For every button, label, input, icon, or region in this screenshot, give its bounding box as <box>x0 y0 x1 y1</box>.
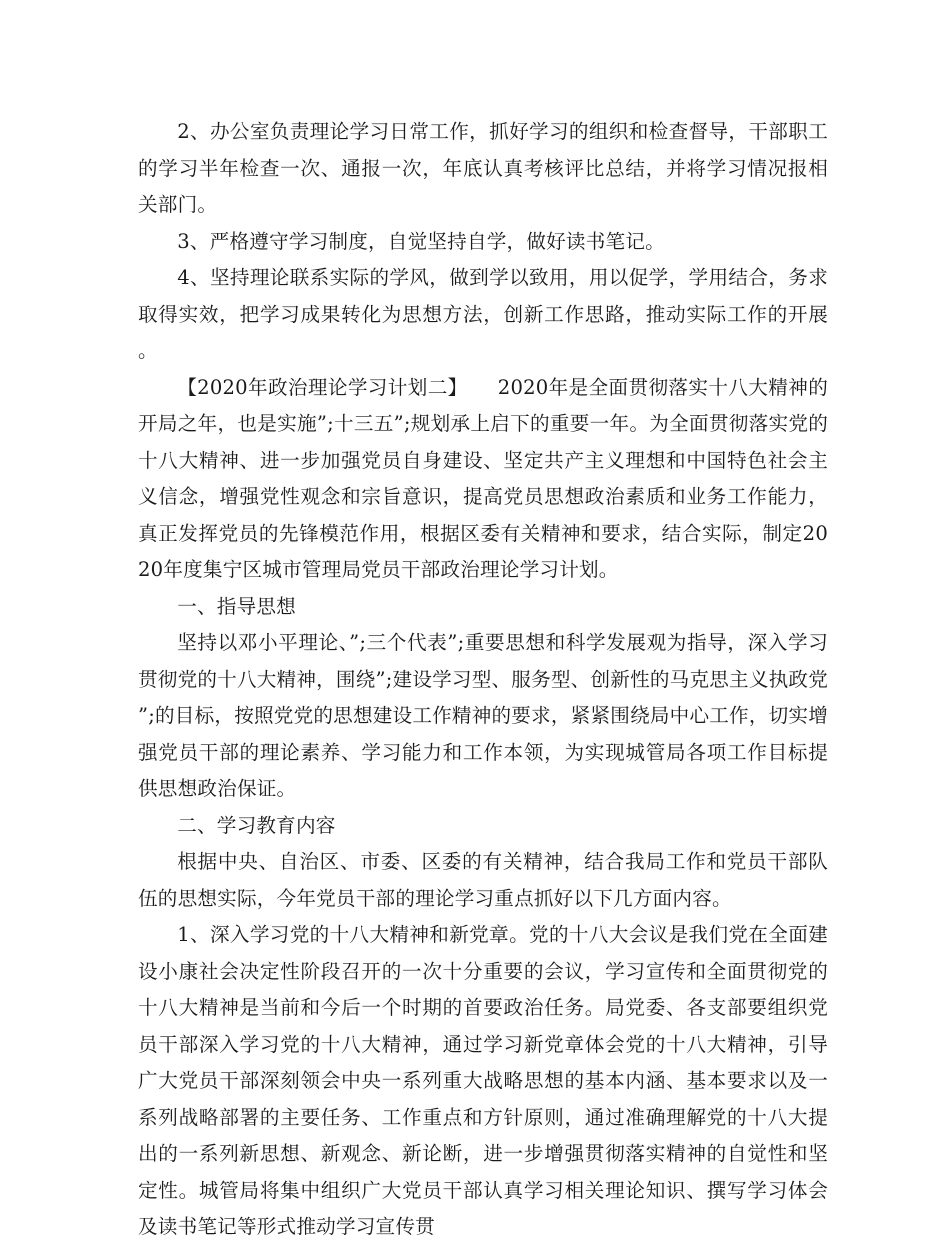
paragraph-theory-practice: 4、坚持理论联系实际的学风，做到学以致用，用以促学，学用结合，务求取得实效，把学习成果转化为思想方法，创新工作思路，推动实际工作的开展。 <box>138 266 828 362</box>
section-heading-guiding-thought: 一、指导思想 <box>177 594 296 618</box>
paragraph-study-content-intro: 根据中央、自治区、市委、区委的有关精神，结合我局工作和党员干部队伍的思想实际，今年党员干部的理论学习重点抓好以下几方面内容。 <box>138 850 828 910</box>
paragraph-guiding-thought: 坚持以邓小平理论、”;三个代表”;重要思想和科学发展观为指导，深入学习贯彻党的十八大精神，围绕”;建设学习型、服务型、创新性的马克思主义执政党”;的目标，按照党党的思想建设工作精神的要求，紧紧围绕局中心工作，切实增强党员干部的理论素养、学习能力和工作本领，为实现城管局各项工作目标提供思想政治保证。 <box>138 631 829 800</box>
paragraph-plan-two-intro: 【2020年政治理论学习计划二】 2020年是全面贯彻落实十八大精神的开局之年，也是实施”;十三五”;规划承上启下的重要一年。为全面贯彻落实党的十八大精神、进一步加强党员自身建设、坚定共产主义理想和中国特色社会主义信念，增强党性观念和宗旨意识，提高党员思想政治素质和业务工作能力，真正发挥党员的先锋模范作用，根据区委有关精神和要求，结合实际，制定2020年度集宁区城市管理局党员干部政治理论学习计划。 <box>138 375 828 581</box>
paragraph-office-duty: 2、办公室负责理论学习日常工作，抓好学习的组织和检查督导，干部职工的学习半年检查一次、通报一次，年底认真考核评比总结，并将学习情况报相关部门。 <box>138 120 828 216</box>
paragraph-eighteenth-congress: 1、深入学习党的十八大精神和新党章。党的十八大会议是我们党在全面建设小康社会决定性阶段召开的一次十分重要的会议，学习宣传和全面贯彻党的十八大精神是当前和今后一个时期的首要政治任务。局党委、各支部要组织党员干部深入学习党的十八大精神，通过学习新党章体会党的十八大精神，引导广大党员干部深刻领会中央一系列重大战略思想的基本内涵、基本要求以及一系列战略部署的主要任务、工作重点和方针原则，通过准确理解党的十八大提出的一系列新思想、新观念、新论断，进一步增强贯彻落实精神的自觉性和坚定性。城管局将集中组织广大党员干部认真学习相关理论知识、撰写学习体会及读书笔记等形式推动学习宣传贯 <box>138 923 828 1238</box>
document-body <box>138 114 828 1246</box>
paragraph-study-rules: 3、严格遵守学习制度，自觉坚持自学，做好读书笔记。 <box>177 229 665 253</box>
section-heading-study-content: 二、学习教育内容 <box>177 813 336 837</box>
